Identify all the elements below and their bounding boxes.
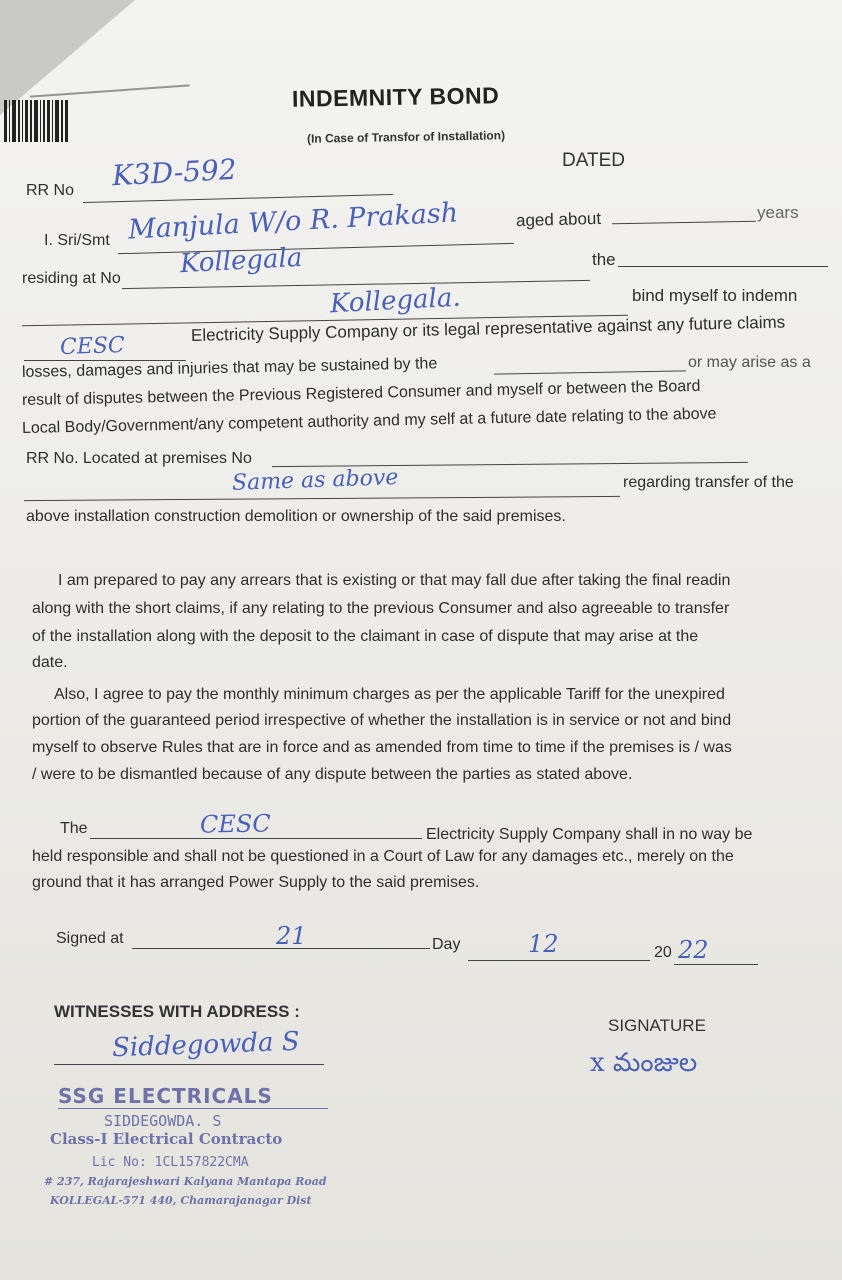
paragraph1-line3: result of disputes between the Previous Registered Consumer and myself or between the Board [21, 377, 701, 409]
barcode-icon [4, 100, 78, 142]
paragraph2-line1: I am prepared to pay any arrears that is existing or that may fall due after taking the final readin [58, 572, 731, 589]
stamp-lic: Lic No: 1CL157822CMA [92, 1155, 249, 1170]
signature-value: x మంజుల [590, 1048, 698, 1078]
stamp-underline [58, 1108, 328, 1109]
dated-label: DATED [562, 150, 625, 171]
rr-no-line [83, 194, 393, 203]
paragraph2-line4: date. [32, 654, 68, 671]
paragraph1-line5: RR No. Located at premises No [26, 450, 252, 467]
stamp-name: SIDDEGOWDA. S [104, 1112, 222, 1130]
paragraph3-line4: / were to be dismantled because of any dispute between the parties as stated above. [32, 766, 633, 783]
signature-label: SIGNATURE [608, 1016, 706, 1035]
paragraph1-line7: above installation construction demolition or ownership of the said premises. [26, 508, 566, 525]
page-subtitle: (In Case of Transfor of Installation) [306, 128, 506, 146]
paragraph1-line2a: losses, damages and injuries that may be sustained by the [21, 355, 438, 381]
paragraph4-line3: ground that it has arranged Power Supply to the said premises. [32, 874, 480, 891]
company-value-2: CESC [199, 809, 271, 839]
witness-line [54, 1064, 324, 1065]
day-value: 12 [528, 930, 559, 958]
year-prefix: 20 [654, 944, 672, 961]
year-line [674, 964, 758, 965]
company-line-2 [90, 838, 422, 839]
paragraph3-line2: portion of the guaranteed period irrespective of whether the installation is in service or not and bind [32, 712, 732, 729]
paragraph2-line2: along with the short claims, if any relating to the previous Consumer and also agreeable to transfer [32, 600, 730, 617]
the-label: the [592, 250, 616, 269]
rr-no-value: K3D-592 [111, 152, 238, 193]
signed-at-value: 21 [276, 922, 307, 950]
year-value: 22 [678, 936, 709, 964]
premises-value: Same as above [231, 465, 399, 496]
signed-at-label: Signed at [56, 930, 124, 947]
residing-label: residing at No [22, 270, 121, 287]
stamp-address-2: KOLLEGAL-571 440, Chamarajanagar Dist [50, 1194, 312, 1207]
name-value: Manjula W/o R. Prakash [127, 197, 459, 246]
paragraph2-line3: of the installation along with the deposit to the claimant in case of dispute that may arise at the [32, 628, 699, 645]
paragraph4-line1: Electricity Supply Company shall in no way be [426, 826, 753, 843]
sustained-line [494, 370, 686, 374]
paragraph3-line3: myself to observe Rules that are in force and as amended from time to time if the premises is / was [32, 739, 732, 756]
paragraph3-line1: Also, I agree to pay the monthly minimum charges as per the applicable Tariff for the unexpired [54, 686, 725, 703]
aged-label: aged about [515, 208, 602, 231]
paragraph1-line2b: or may arise as a [688, 354, 811, 371]
age-line [612, 221, 756, 225]
paragraph4-line2: held responsible and shall not be questioned in a Court of Law for any damages etc., merely on the [32, 848, 734, 865]
bind-text: bind myself to indemn [632, 286, 798, 305]
paragraph4-the-label: The [60, 820, 88, 837]
stamp-address-1: # 237, Rajarajeshwari Kalyana Mantapa Road [44, 1175, 327, 1188]
witnesses-label: WITNESSES WITH ADDRESS : [54, 1002, 300, 1021]
name-line [118, 243, 514, 254]
witness-signature: Siddegowda S [111, 1026, 301, 1064]
name-label: I. Sri/Smt [44, 232, 110, 249]
address-value: Kollegala. [329, 282, 462, 320]
rr-no-label: RR No [26, 182, 75, 199]
stamp-class: Class-I Electrical Contracto [50, 1130, 283, 1148]
years-label: years [757, 203, 799, 222]
paragraph1-line6: regarding transfer of the [623, 474, 794, 491]
paragraph1-line1: Electricity Supply Company or its legal representative against any future claims [190, 312, 786, 345]
stamp-company: SSG ELECTRICALS [58, 1084, 273, 1108]
day-label: Day [432, 936, 461, 953]
day-line [468, 960, 650, 961]
company-value-1: CESC [59, 332, 126, 361]
premises-line-2 [24, 496, 620, 501]
the-line [618, 266, 828, 267]
paragraph1-line4: Local Body/Government/any competent authority and my self at a future date relating to the above [21, 405, 717, 437]
page-title: INDEMNITY BOND [291, 82, 500, 112]
residing-value: Kollegala [179, 242, 304, 280]
